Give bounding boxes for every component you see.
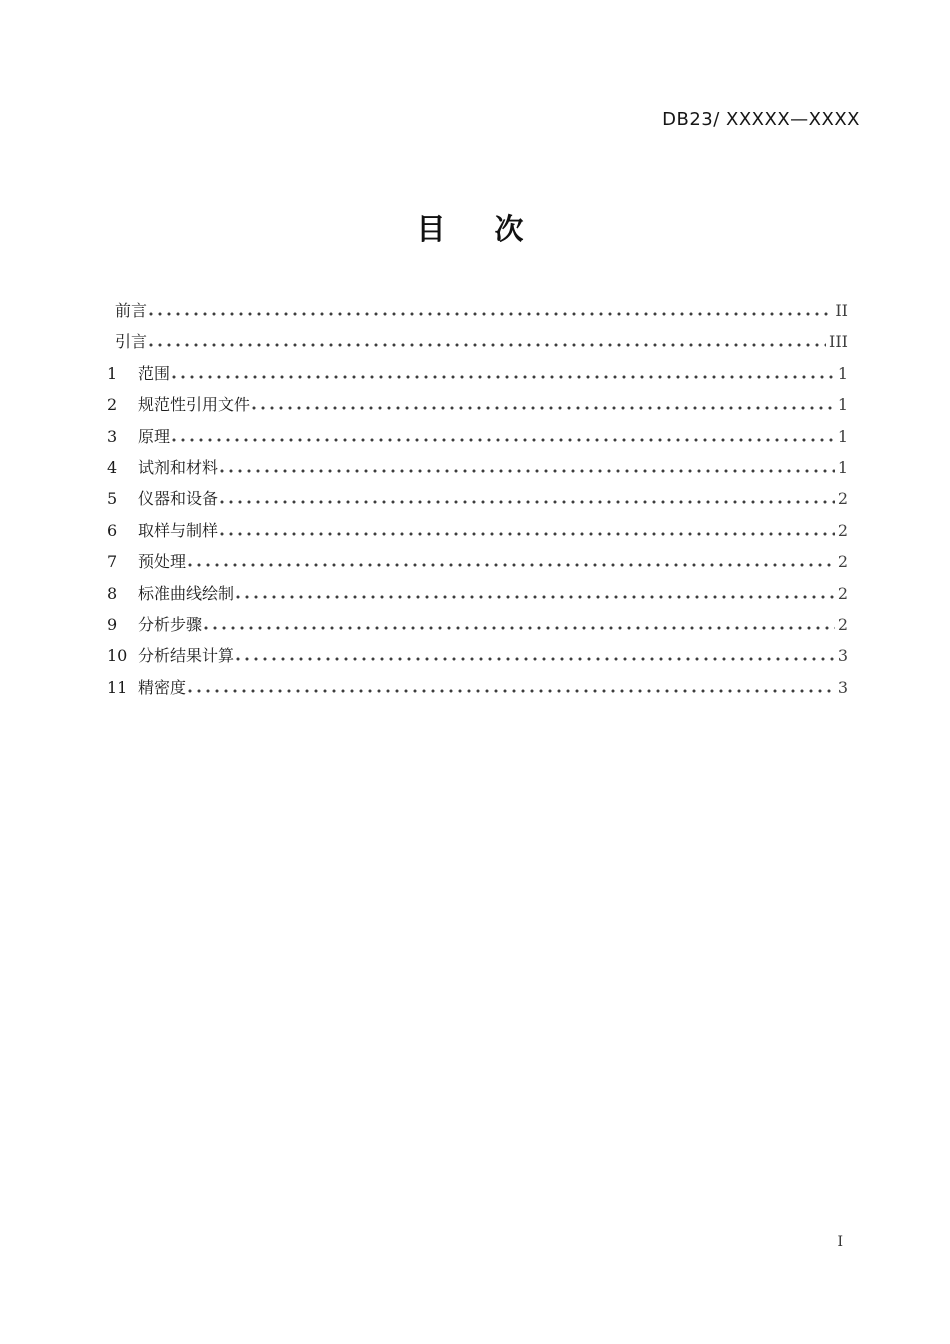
toc-entry-page-number: 2 — [837, 614, 848, 634]
toc-entry-number: 5 — [107, 489, 118, 509]
toc-entry — [115, 326, 848, 357]
toc-entry-label: 原理 — [138, 426, 171, 446]
toc-entry-page-number: 3 — [837, 677, 848, 697]
toc-entry — [107, 578, 848, 609]
toc-list — [107, 295, 848, 703]
toc-entry — [107, 640, 848, 671]
toc-entry — [107, 515, 848, 546]
toc-entry-number: 9 — [107, 614, 118, 634]
toc-entry-label: 范围 — [138, 363, 171, 383]
toc-entry-page-number: 1 — [837, 395, 848, 415]
toc-entry-label: 取样与制样 — [138, 520, 219, 540]
toc-dot-leader — [252, 406, 835, 410]
toc-entry-number: 3 — [107, 426, 118, 446]
toc-entry-page-number: 2 — [837, 552, 848, 572]
toc-entry — [115, 295, 848, 326]
toc-entry-number: 6 — [107, 520, 118, 540]
toc-entry — [107, 672, 848, 703]
toc-entry-label: 引言 — [115, 332, 148, 352]
toc-dot-leader — [236, 657, 835, 661]
toc-entry-label: 试剂和材料 — [138, 457, 219, 477]
toc-entry-number: 2 — [107, 395, 118, 415]
toc-entry — [107, 483, 848, 514]
toc-dot-leader — [220, 532, 835, 536]
toc-entry-page-number: 2 — [837, 520, 848, 540]
toc-dot-leader — [172, 438, 835, 442]
toc-entry-label: 仪器和设备 — [138, 489, 219, 509]
toc-entry-page-number: 1 — [837, 363, 848, 383]
toc-dot-leader — [204, 626, 835, 630]
toc-entry-label: 规范性引用文件 — [138, 395, 251, 415]
toc-entry-label: 分析结果计算 — [138, 646, 235, 666]
toc-entry-label: 精密度 — [138, 677, 187, 697]
toc-entry-label: 预处理 — [138, 552, 187, 572]
page-title: 目 次 — [416, 212, 534, 246]
toc-dot-leader — [236, 595, 835, 599]
toc-entry-label: 前言 — [115, 301, 148, 320]
toc-entry — [107, 358, 848, 389]
toc-entry — [107, 389, 848, 420]
toc-dot-leader — [188, 689, 835, 693]
footer-page-number: I — [837, 1234, 843, 1250]
toc-entry-number: 7 — [107, 552, 118, 572]
toc-entry-page-number: 2 — [837, 489, 848, 509]
toc-entry — [107, 421, 848, 452]
toc-dot-leader — [220, 469, 835, 473]
standard-code-header: DB23/ XXXXX—XXXX — [662, 109, 860, 130]
toc-dot-leader — [149, 343, 826, 347]
toc-dot-leader — [172, 375, 835, 379]
toc-entry-page-number: 1 — [837, 457, 848, 477]
toc-dot-leader — [188, 563, 835, 567]
toc-entry-page-number: 1 — [837, 426, 848, 446]
toc-entry-page-number: 3 — [837, 646, 848, 666]
toc-entry-page-number: III — [829, 332, 848, 352]
toc-entry-number: 10 — [107, 646, 128, 666]
toc-entry-number: 4 — [107, 457, 118, 477]
toc-entry-page-number: II — [835, 301, 848, 320]
toc-entry — [107, 609, 848, 640]
toc-entry-page-number: 2 — [837, 583, 848, 603]
toc-entry-number: 11 — [107, 677, 128, 697]
toc-entry-label: 分析步骤 — [138, 614, 203, 634]
toc-entry — [107, 546, 848, 577]
toc-entry — [107, 452, 848, 483]
toc-entry-number: 1 — [107, 363, 118, 383]
toc-dot-leader — [220, 500, 835, 504]
toc-entry-label: 标准曲线绘制 — [138, 583, 235, 603]
toc-entry-number: 8 — [107, 583, 118, 603]
toc-dot-leader — [149, 312, 832, 316]
